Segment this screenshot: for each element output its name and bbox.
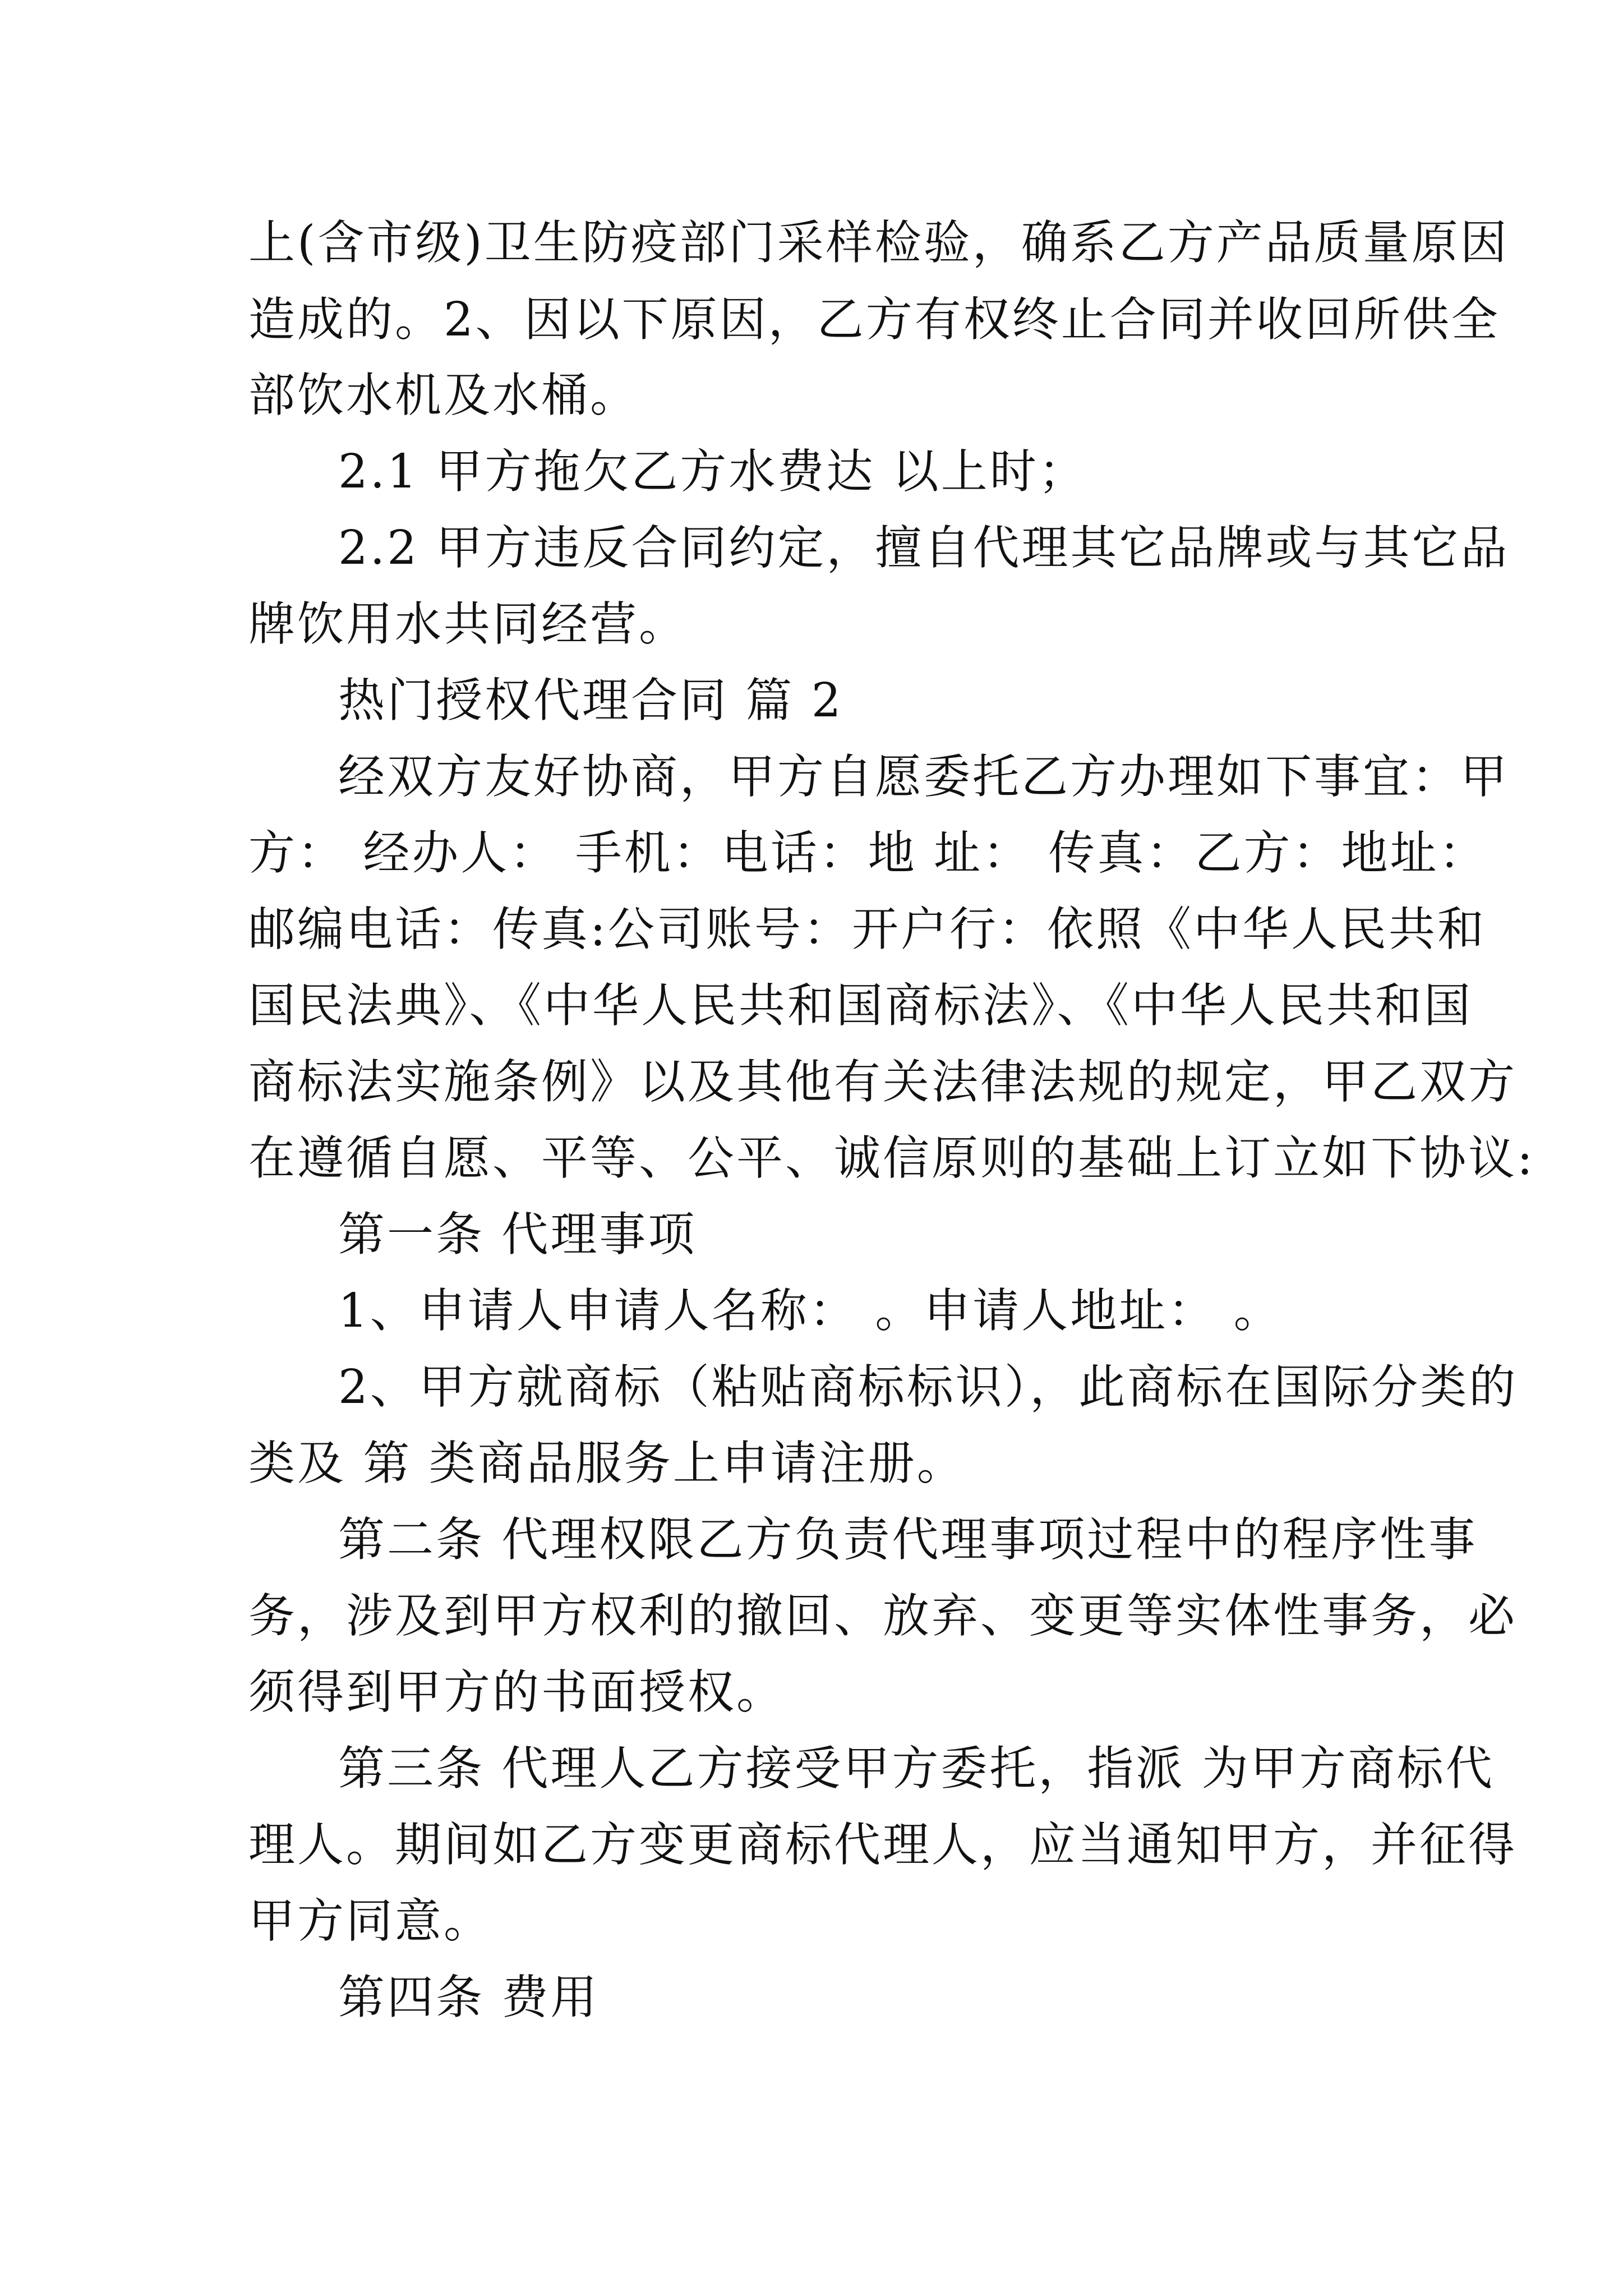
- text-line-11: 国民法典》、《中华人民共和国商标法》、《中华人民共和国: [248, 978, 1473, 1033]
- text-line-6: 牌饮用水共同经营。: [248, 597, 688, 651]
- text-line-5: 2.2 甲方违反合同约定，擅自代理其它品牌或与其它品: [338, 521, 1510, 575]
- text-line-15: 1、申请人申请人名称： 。申请人地址： 。: [338, 1283, 1283, 1338]
- text-line-20: 须得到甲方的书面授权。: [248, 1665, 785, 1719]
- text-line-13: 在遵循自愿、平等、公平、诚信原则的基础上订立如下协议:: [248, 1131, 1535, 1185]
- text-line-23: 甲方同意。: [248, 1894, 492, 1948]
- section-heading: 热门授权代理合同 篇 2: [338, 673, 843, 728]
- text-line-17: 类及 第 类商品服务上申请注册。: [248, 1436, 966, 1490]
- text-line-1: 上(含市级)卫生防疫部门采样检验，确系乙方产品质量原因: [248, 215, 1509, 270]
- text-line-22: 理人。期间如乙方变更商标代理人，应当通知甲方，并征得: [248, 1818, 1517, 1872]
- text-line-19: 务，涉及到甲方权利的撤回、放弃、变更等实体性事务，必: [248, 1589, 1517, 1643]
- article-3-line: 第三条 代理人乙方接受甲方委托，指派 为甲方商标代: [338, 1741, 1495, 1796]
- text-line-12: 商标法实施条例》以及其他有关法律法规的规定，甲乙双方: [248, 1055, 1517, 1109]
- text-line-9: 方： 经办人： 手机：电话：地 址： 传真：乙方：地址：: [248, 826, 1488, 880]
- text-line-4: 2.1 甲方拖欠乙方水费达 以上时；: [338, 444, 1087, 499]
- article-4-heading: 第四条 费用: [338, 1970, 600, 2024]
- article-1-heading: 第一条 代理事项: [338, 1207, 697, 1262]
- text-line-2: 造成的。2、因以下原因，乙方有权终止合同并收回所供全: [248, 292, 1500, 347]
- text-line-8: 经双方友好协商，甲方自愿委托乙方办理如下事宜：甲: [338, 749, 1509, 804]
- text-line-16: 2、甲方就商标（粘贴商标标识），此商标在国际分类的: [338, 1360, 1518, 1414]
- text-line-10: 邮编电话：传真:公司账号：开户行：依照《中华人民共和: [248, 902, 1486, 956]
- article-2-line: 第二条 代理权限乙方负责代理事项过程中的程序性事: [338, 1512, 1478, 1567]
- text-line-3: 部饮水机及水桶。: [248, 368, 639, 422]
